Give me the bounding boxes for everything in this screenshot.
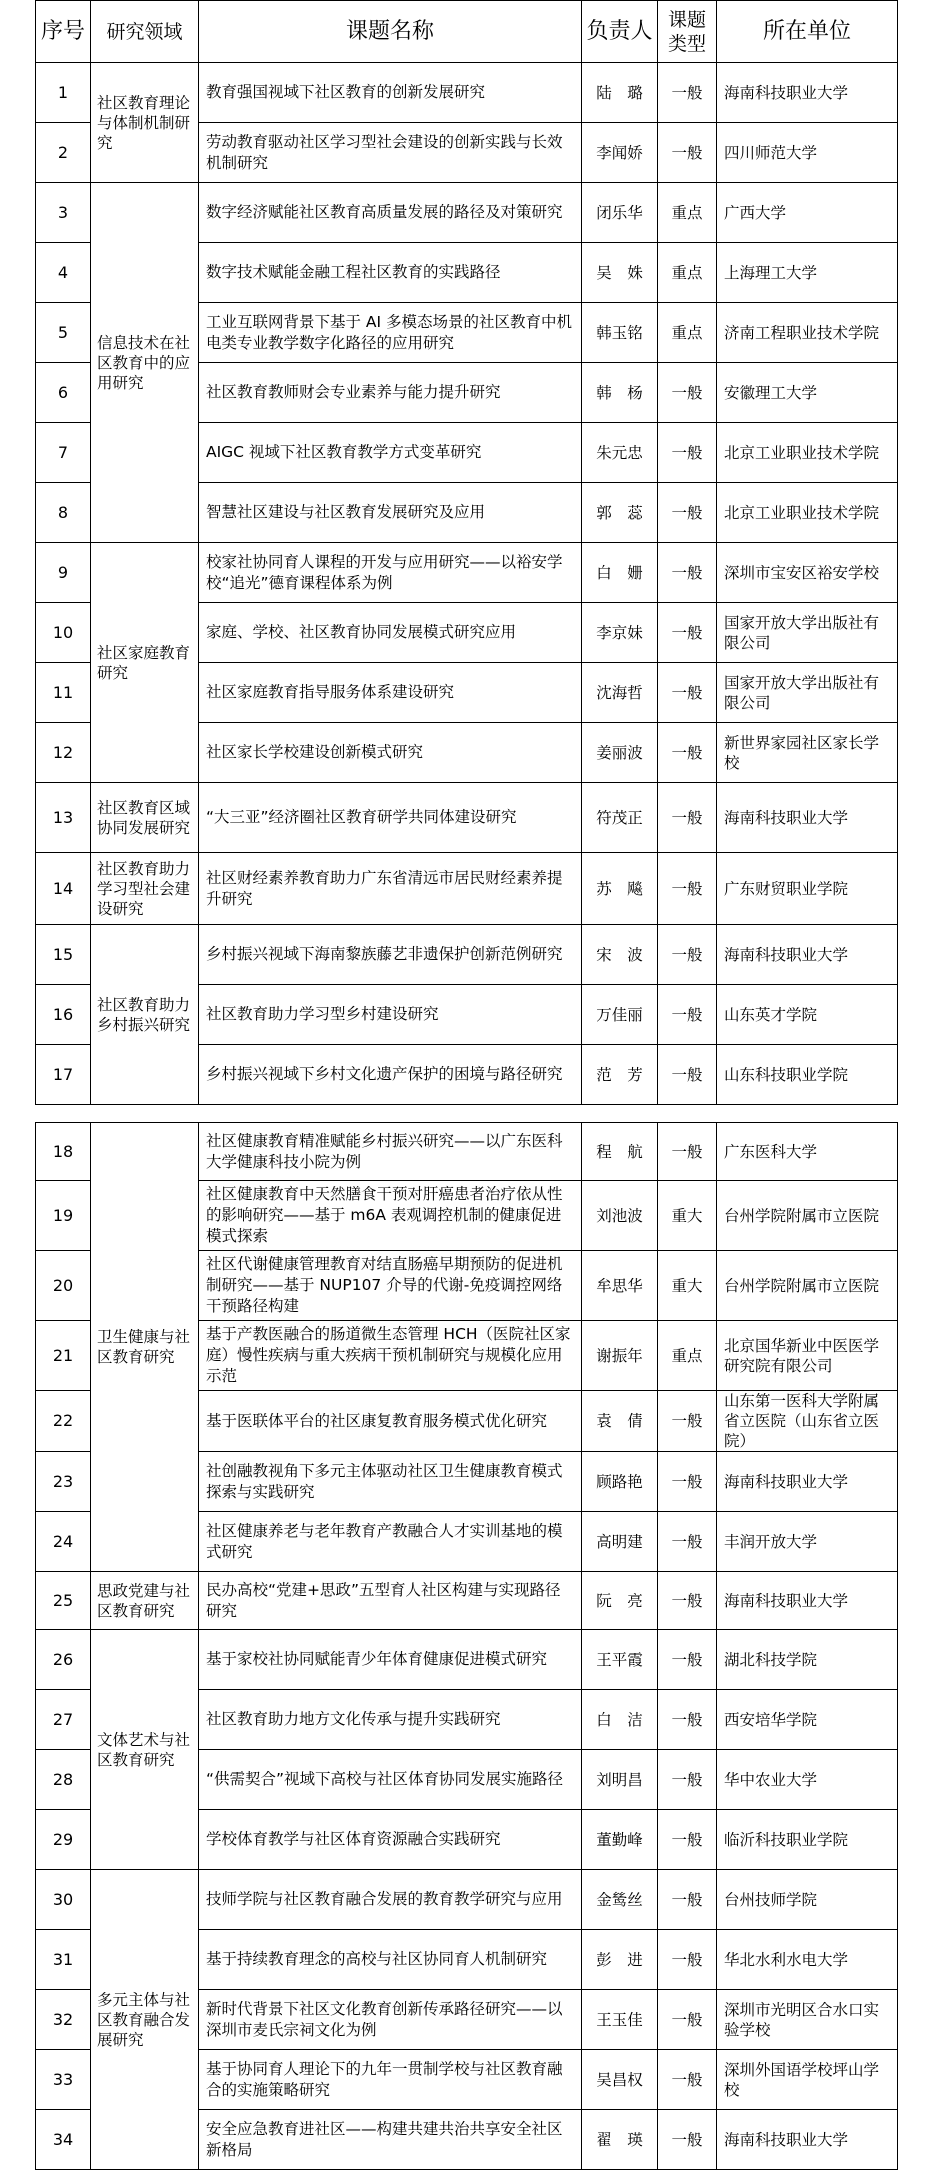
row-number: 8 xyxy=(36,483,91,543)
project-unit: 新世界家园社区家长学校 xyxy=(717,723,898,783)
project-type: 一般 xyxy=(658,123,717,183)
project-title: “供需契合”视域下高校与社区体育协同发展实施路径 xyxy=(199,1750,582,1810)
research-area: 卫生健康与社区教育研究 xyxy=(91,1123,199,1572)
project-type: 一般 xyxy=(658,1810,717,1870)
project-leader: 白 洁 xyxy=(582,1690,658,1750)
project-unit: 四川师范大学 xyxy=(717,123,898,183)
project-title: 社区代谢健康管理教育对结直肠癌早期预防的促进机制研究——基于 NUP107 介导的代谢-免疫调控网络干预路径构建 xyxy=(199,1251,582,1321)
project-type: 一般 xyxy=(658,723,717,783)
project-type: 一般 xyxy=(658,1045,717,1105)
project-title: 社区健康教育中天然膳食干预对肝癌患者治疗依从性的影响研究——基于 m6A 表观调控机制的健康促进模式探索 xyxy=(199,1181,582,1251)
row-number: 14 xyxy=(36,853,91,925)
project-unit: 北京工业职业技术学院 xyxy=(717,483,898,543)
project-leader: 李京妹 xyxy=(582,603,658,663)
project-type: 一般 xyxy=(658,1990,717,2050)
project-title: 民办高校“党建+思政”五型育人社区构建与实现路径研究 xyxy=(199,1572,582,1630)
project-unit: 深圳市光明区合水口实验学校 xyxy=(717,1990,898,2050)
project-type: 一般 xyxy=(658,1123,717,1181)
project-leader: 刘池波 xyxy=(582,1181,658,1251)
project-unit: 山东第一医科大学附属省立医院（山东省立医院） xyxy=(717,1391,898,1452)
project-leader: 吴昌权 xyxy=(582,2050,658,2110)
project-type: 一般 xyxy=(658,63,717,123)
row-number: 25 xyxy=(36,1572,91,1630)
project-title: 校家社协同育人课程的开发与应用研究——以裕安学校“追光”德育课程体系为例 xyxy=(199,543,582,603)
row-number: 27 xyxy=(36,1690,91,1750)
table-row xyxy=(36,853,898,925)
project-leader: 牟思华 xyxy=(582,1251,658,1321)
project-title: “大三亚”经济圈社区教育研学共同体建设研究 xyxy=(199,783,582,853)
row-number: 4 xyxy=(36,243,91,303)
project-title: 社区健康教育精准赋能乡村振兴研究——以广东医科大学健康科技小院为例 xyxy=(199,1123,582,1181)
project-leader: 陆 璐 xyxy=(582,63,658,123)
table-row xyxy=(36,63,898,123)
project-unit: 台州学院附属市立医院 xyxy=(717,1251,898,1321)
project-title: 数字技术赋能金融工程社区教育的实践路径 xyxy=(199,243,582,303)
header-unit: 所在单位 xyxy=(717,1,898,63)
project-unit: 山东科技职业学院 xyxy=(717,1045,898,1105)
project-unit: 海南科技职业大学 xyxy=(717,783,898,853)
project-unit: 济南工程职业技术学院 xyxy=(717,303,898,363)
project-type: 一般 xyxy=(658,543,717,603)
row-number: 9 xyxy=(36,543,91,603)
table-row xyxy=(36,783,898,853)
project-leader: 顾路艳 xyxy=(582,1452,658,1512)
table-row xyxy=(36,543,898,603)
project-type: 一般 xyxy=(658,1690,717,1750)
header-title: 课题名称 xyxy=(199,1,582,63)
project-unit: 广西大学 xyxy=(717,183,898,243)
row-number: 21 xyxy=(36,1321,91,1391)
project-type: 一般 xyxy=(658,483,717,543)
project-leader: 韩玉铭 xyxy=(582,303,658,363)
project-title: 劳动教育驱动社区学习型社会建设的创新实践与长效机制研究 xyxy=(199,123,582,183)
table-row xyxy=(36,925,898,985)
project-title: 教育强国视域下社区教育的创新发展研究 xyxy=(199,63,582,123)
project-title: 社区健康养老与老年教育产教融合人才实训基地的模式研究 xyxy=(199,1512,582,1572)
project-leader: 谢振年 xyxy=(582,1321,658,1391)
project-type: 重大 xyxy=(658,1181,717,1251)
row-number: 32 xyxy=(36,1990,91,2050)
row-number: 16 xyxy=(36,985,91,1045)
project-unit: 深圳外国语学校坪山学校 xyxy=(717,2050,898,2110)
row-number: 33 xyxy=(36,2050,91,2110)
table-row xyxy=(36,183,898,243)
project-leader: 王玉佳 xyxy=(582,1990,658,2050)
project-title: 新时代背景下社区文化教育创新传承路径研究——以深圳市麦氏宗祠文化为例 xyxy=(199,1990,582,2050)
project-type: 一般 xyxy=(658,603,717,663)
row-number: 18 xyxy=(36,1123,91,1181)
project-leader: 韩 杨 xyxy=(582,363,658,423)
project-leader: 白 姗 xyxy=(582,543,658,603)
project-type: 一般 xyxy=(658,925,717,985)
table-row xyxy=(36,1572,898,1630)
row-number: 28 xyxy=(36,1750,91,1810)
project-leader: 沈海哲 xyxy=(582,663,658,723)
project-title: 社区家长学校建设创新模式研究 xyxy=(199,723,582,783)
row-number: 3 xyxy=(36,183,91,243)
project-title: 基于产教医融合的肠道微生态管理 HCH（医院社区家庭）慢性疾病与重大疾病干预机制研究与规模化应用示范 xyxy=(199,1321,582,1391)
header-type: 课题类型 xyxy=(658,1,717,63)
project-type: 一般 xyxy=(658,1870,717,1930)
row-number: 13 xyxy=(36,783,91,853)
research-area: 思政党建与社区教育研究 xyxy=(91,1572,199,1630)
table-row xyxy=(36,1123,898,1181)
project-leader: 董勤峰 xyxy=(582,1810,658,1870)
project-type: 一般 xyxy=(658,1391,717,1452)
project-leader: 朱元忠 xyxy=(582,423,658,483)
row-number: 5 xyxy=(36,303,91,363)
project-title: 社区家庭教育指导服务体系建设研究 xyxy=(199,663,582,723)
project-leader: 万佳丽 xyxy=(582,985,658,1045)
row-number: 6 xyxy=(36,363,91,423)
project-type: 一般 xyxy=(658,2050,717,2110)
project-type: 重点 xyxy=(658,243,717,303)
project-type: 一般 xyxy=(658,663,717,723)
project-type: 重点 xyxy=(658,183,717,243)
row-number: 31 xyxy=(36,1930,91,1990)
project-unit: 华北水利水电大学 xyxy=(717,1930,898,1990)
project-leader: 吴 姝 xyxy=(582,243,658,303)
project-type: 一般 xyxy=(658,1572,717,1630)
row-number: 10 xyxy=(36,603,91,663)
research-area: 社区教育区域协同发展研究 xyxy=(91,783,199,853)
project-leader: 袁 倩 xyxy=(582,1391,658,1452)
project-title: 乡村振兴视域下乡村文化遗产保护的困境与路径研究 xyxy=(199,1045,582,1105)
project-unit: 台州技师学院 xyxy=(717,1870,898,1930)
project-title: 基于医联体平台的社区康复教育服务模式优化研究 xyxy=(199,1391,582,1452)
project-title: AIGC 视域下社区教育教学方式变革研究 xyxy=(199,423,582,483)
project-type: 重点 xyxy=(658,303,717,363)
project-leader: 苏 飚 xyxy=(582,853,658,925)
project-title: 基于家校社协同赋能青少年体育健康促进模式研究 xyxy=(199,1630,582,1690)
project-unit: 临沂科技职业学院 xyxy=(717,1810,898,1870)
project-leader: 闭乐华 xyxy=(582,183,658,243)
research-area: 社区教育助力乡村振兴研究 xyxy=(91,925,199,1105)
row-number: 1 xyxy=(36,63,91,123)
project-type: 一般 xyxy=(658,2110,717,2170)
project-leader: 刘明昌 xyxy=(582,1750,658,1810)
research-area: 社区家庭教育研究 xyxy=(91,543,199,783)
header-leader: 负责人 xyxy=(582,1,658,63)
project-unit: 上海理工大学 xyxy=(717,243,898,303)
row-number: 20 xyxy=(36,1251,91,1321)
project-type: 一般 xyxy=(658,363,717,423)
project-type: 一般 xyxy=(658,1930,717,1990)
row-number: 7 xyxy=(36,423,91,483)
project-leader: 符茂正 xyxy=(582,783,658,853)
project-table-part-2 xyxy=(35,1122,898,2170)
research-area: 社区教育助力学习型社会建设研究 xyxy=(91,853,199,925)
table-row xyxy=(36,1630,898,1690)
research-area: 文体艺术与社区教育研究 xyxy=(91,1630,199,1870)
row-number: 26 xyxy=(36,1630,91,1690)
project-title: 基于协同育人理论下的九年一贯制学校与社区教育融合的实施策略研究 xyxy=(199,2050,582,2110)
row-number: 15 xyxy=(36,925,91,985)
row-number: 2 xyxy=(36,123,91,183)
project-unit: 台州学院附属市立医院 xyxy=(717,1181,898,1251)
project-leader: 姜丽波 xyxy=(582,723,658,783)
row-number: 12 xyxy=(36,723,91,783)
project-type: 重大 xyxy=(658,1251,717,1321)
project-leader: 金鸶丝 xyxy=(582,1870,658,1930)
project-type: 一般 xyxy=(658,423,717,483)
project-unit: 国家开放大学出版社有限公司 xyxy=(717,603,898,663)
project-leader: 宋 波 xyxy=(582,925,658,985)
project-type: 一般 xyxy=(658,1750,717,1810)
row-number: 34 xyxy=(36,2110,91,2170)
project-unit: 丰润开放大学 xyxy=(717,1512,898,1572)
project-title: 基于持续教育理念的高校与社区协同育人机制研究 xyxy=(199,1930,582,1990)
project-unit: 广东医科大学 xyxy=(717,1123,898,1181)
project-unit: 北京工业职业技术学院 xyxy=(717,423,898,483)
project-table-part-1 xyxy=(35,0,898,1105)
row-number: 29 xyxy=(36,1810,91,1870)
project-title: 社创融教视角下多元主体驱动社区卫生健康教育模式探索与实践研究 xyxy=(199,1452,582,1512)
research-area: 社区教育理论与体制机制研究 xyxy=(91,63,199,183)
project-type: 一般 xyxy=(658,1630,717,1690)
project-type: 一般 xyxy=(658,1452,717,1512)
project-title: 数字经济赋能社区教育高质量发展的路径及对策研究 xyxy=(199,183,582,243)
project-unit: 海南科技职业大学 xyxy=(717,925,898,985)
project-title: 社区教育助力学习型乡村建设研究 xyxy=(199,985,582,1045)
project-unit: 山东英才学院 xyxy=(717,985,898,1045)
project-title: 安全应急教育进社区——构建共建共治共享安全社区新格局 xyxy=(199,2110,582,2170)
project-type: 一般 xyxy=(658,1512,717,1572)
table-header-row xyxy=(36,1,898,63)
project-leader: 王平霞 xyxy=(582,1630,658,1690)
project-unit: 安徽理工大学 xyxy=(717,363,898,423)
project-unit: 海南科技职业大学 xyxy=(717,2110,898,2170)
project-unit: 华中农业大学 xyxy=(717,1750,898,1810)
project-leader: 彭 进 xyxy=(582,1930,658,1990)
table-row xyxy=(36,1870,898,1930)
project-leader: 高明建 xyxy=(582,1512,658,1572)
project-unit: 西安培华学院 xyxy=(717,1690,898,1750)
project-type: 一般 xyxy=(658,783,717,853)
project-unit: 海南科技职业大学 xyxy=(717,1452,898,1512)
project-unit: 海南科技职业大学 xyxy=(717,63,898,123)
row-number: 17 xyxy=(36,1045,91,1105)
project-unit: 湖北科技学院 xyxy=(717,1630,898,1690)
project-unit: 深圳市宝安区裕安学校 xyxy=(717,543,898,603)
project-title: 工业互联网背景下基于 AI 多模态场景的社区教育中机电类专业教学数字化路径的应用研究 xyxy=(199,303,582,363)
project-unit: 国家开放大学出版社有限公司 xyxy=(717,663,898,723)
project-leader: 翟 瑛 xyxy=(582,2110,658,2170)
project-type: 重点 xyxy=(658,1321,717,1391)
project-title: 社区财经素养教育助力广东省清远市居民财经素养提升研究 xyxy=(199,853,582,925)
row-number: 23 xyxy=(36,1452,91,1512)
row-number: 19 xyxy=(36,1181,91,1251)
project-title: 社区教育助力地方文化传承与提升实践研究 xyxy=(199,1690,582,1750)
project-title: 乡村振兴视域下海南黎族藤艺非遗保护创新范例研究 xyxy=(199,925,582,985)
project-type: 一般 xyxy=(658,853,717,925)
project-title: 家庭、学校、社区教育协同发展模式研究应用 xyxy=(199,603,582,663)
project-leader: 程 航 xyxy=(582,1123,658,1181)
project-leader: 李闻娇 xyxy=(582,123,658,183)
row-number: 11 xyxy=(36,663,91,723)
project-type: 一般 xyxy=(658,985,717,1045)
header-no: 序号 xyxy=(36,1,91,63)
project-title: 学校体育教学与社区体育资源融合实践研究 xyxy=(199,1810,582,1870)
project-title: 技师学院与社区教育融合发展的教育教学研究与应用 xyxy=(199,1870,582,1930)
row-number: 24 xyxy=(36,1512,91,1572)
project-unit: 海南科技职业大学 xyxy=(717,1572,898,1630)
project-leader: 阮 亮 xyxy=(582,1572,658,1630)
project-leader: 范 芳 xyxy=(582,1045,658,1105)
project-title: 社区教育教师财会专业素养与能力提升研究 xyxy=(199,363,582,423)
project-title: 智慧社区建设与社区教育发展研究及应用 xyxy=(199,483,582,543)
project-unit: 北京国华新业中医医学研究院有限公司 xyxy=(717,1321,898,1391)
research-area: 信息技术在社区教育中的应用研究 xyxy=(91,183,199,543)
research-area: 多元主体与社区教育融合发展研究 xyxy=(91,1870,199,2170)
project-leader: 郭 蕊 xyxy=(582,483,658,543)
header-area: 研究领域 xyxy=(91,1,199,63)
row-number: 30 xyxy=(36,1870,91,1930)
project-unit: 广东财贸职业学院 xyxy=(717,853,898,925)
row-number: 22 xyxy=(36,1391,91,1452)
